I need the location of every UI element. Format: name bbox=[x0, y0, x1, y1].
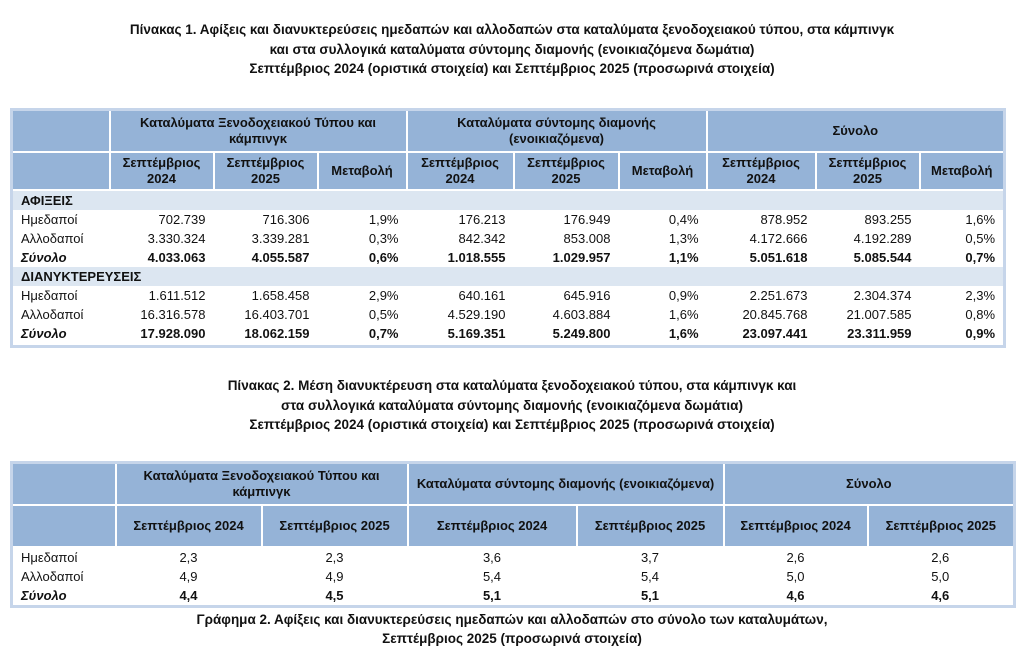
column-header: Σεπτέμβριος 2025 bbox=[514, 152, 619, 190]
average-stay-table bbox=[10, 461, 1016, 608]
cell: 1,1% bbox=[668, 250, 699, 265]
group-header: Σύνολο bbox=[724, 463, 1015, 506]
cell: 878.952 bbox=[760, 212, 808, 227]
column-header: Σεπτέμβριος 2024 bbox=[407, 152, 514, 190]
column-header: Μεταβολή bbox=[318, 152, 407, 190]
table-row bbox=[12, 305, 1005, 324]
column-header: Σεπτέμβριος 2024 bbox=[707, 152, 816, 190]
cell: 2,6 bbox=[931, 550, 950, 565]
section-title: ΔΙΑΝΥΚΤΕΡΕΥΣΕΙΣ bbox=[12, 267, 1005, 286]
column-header: Μεταβολή bbox=[619, 152, 707, 190]
row-label: Σύνολο bbox=[21, 250, 67, 265]
cell: 0,6% bbox=[368, 250, 399, 265]
corner-cell bbox=[12, 152, 110, 190]
cell: 4.172.666 bbox=[749, 231, 808, 246]
cell: 3.339.281 bbox=[251, 231, 310, 246]
cell: 1.611.512 bbox=[148, 288, 206, 303]
section-row-overnights bbox=[12, 267, 1005, 286]
cell: 2,6 bbox=[786, 550, 805, 565]
cell: 716.306 bbox=[262, 212, 310, 227]
corner-cell bbox=[12, 463, 116, 506]
cell: 2,3% bbox=[965, 288, 996, 303]
cell: 5,0 bbox=[786, 569, 805, 584]
cell: 0,3% bbox=[368, 231, 399, 246]
section-title: ΑΦΙΞΕΙΣ bbox=[12, 190, 1005, 210]
cell: 4.529.190 bbox=[447, 307, 506, 322]
cell: 5.051.618 bbox=[749, 250, 808, 265]
cell: 702.739 bbox=[158, 212, 206, 227]
cell: 1.029.957 bbox=[552, 250, 611, 265]
cell: 4,6 bbox=[786, 588, 805, 603]
table2-caption bbox=[0, 376, 1024, 435]
column-header: Σεπτέμβριος 2025 bbox=[262, 505, 408, 547]
cell: 20.845.768 bbox=[742, 307, 808, 322]
row-label: Αλλοδαποί bbox=[21, 569, 84, 584]
column-header: Σεπτέμβριος 2025 bbox=[214, 152, 318, 190]
cell: 2.304.374 bbox=[853, 288, 912, 303]
table-row-total bbox=[12, 324, 1005, 347]
cell: 1,3% bbox=[668, 231, 699, 246]
cell: 0,9% bbox=[668, 288, 699, 303]
cell: 640.161 bbox=[458, 288, 506, 303]
table-row bbox=[12, 286, 1005, 305]
cell: 0,5% bbox=[368, 307, 399, 322]
table2-caption-line: στα συλλογικά καταλύματα σύντομης διαμονής (ενοικιαζόμενα δωμάτια) bbox=[281, 397, 743, 413]
cell: 3,7 bbox=[640, 550, 660, 565]
table-row bbox=[12, 210, 1005, 229]
cell: 0,7% bbox=[368, 326, 399, 341]
table1-caption-line: Σεπτέμβριος 2024 (οριστικά στοιχεία) και Σεπτέμβριος 2025 (προσωρινά στοιχεία) bbox=[249, 61, 775, 76]
cell: 3.330.324 bbox=[147, 231, 206, 246]
row-label: Αλλοδαποί bbox=[21, 307, 84, 322]
cell: 1.018.555 bbox=[447, 250, 506, 265]
cell: 1,6% bbox=[965, 212, 996, 227]
cell: 23.097.441 bbox=[742, 326, 808, 341]
cell: 5,1 bbox=[640, 588, 660, 603]
row-label: Αλλοδαποί bbox=[21, 231, 84, 246]
table2-caption-line: Πίνακας 2. Μέση διανυκτέρευση στα καταλύματα ξενοδοχειακού τύπου, στα κάμπινγκ και bbox=[227, 378, 797, 393]
chart2-caption bbox=[0, 610, 1024, 648]
chart2-caption-line: Σεπτέμβριος 2025 (προσωρινά στοιχεία) bbox=[382, 631, 642, 646]
cell: 4.055.587 bbox=[251, 250, 310, 265]
cell: 2.251.673 bbox=[749, 288, 808, 303]
table-row-total bbox=[12, 586, 1015, 607]
row-label: Ημεδαποί bbox=[21, 288, 78, 303]
group-header: Καταλύματα Ξενοδοχειακού Τύπου και κάμπινγκ bbox=[110, 110, 407, 153]
cell: 1,6% bbox=[668, 307, 699, 322]
arrivals-overnights-table bbox=[10, 108, 1006, 348]
table-row bbox=[12, 567, 1015, 586]
cell: 0,7% bbox=[965, 250, 996, 265]
cell: 2,3 bbox=[179, 550, 198, 565]
cell: 5,0 bbox=[931, 569, 950, 584]
cell: 17.928.090 bbox=[140, 326, 206, 341]
table-row-total bbox=[12, 248, 1005, 267]
cell: 2,3 bbox=[325, 550, 344, 565]
cell: 4,4 bbox=[179, 588, 198, 603]
cell: 1,6% bbox=[668, 326, 699, 341]
cell: 0,4% bbox=[668, 212, 699, 227]
cell: 853.008 bbox=[563, 231, 611, 246]
column-header: Σεπτέμβριος 2025 bbox=[816, 152, 920, 190]
cell: 176.949 bbox=[563, 212, 611, 227]
column-header: Σεπτέμβριος 2024 bbox=[116, 505, 262, 547]
cell: 5.249.800 bbox=[552, 326, 611, 341]
column-header: Μεταβολή bbox=[920, 152, 1005, 190]
corner-cell bbox=[12, 505, 116, 547]
row-label: Ημεδαποί bbox=[21, 550, 78, 565]
cell: 16.316.578 bbox=[140, 307, 206, 322]
cell: 645.916 bbox=[563, 288, 611, 303]
cell: 0,8% bbox=[965, 307, 996, 322]
column-header: Σεπτέμβριος 2024 bbox=[408, 505, 577, 547]
cell: 176.213 bbox=[458, 212, 506, 227]
cell: 842.342 bbox=[458, 231, 506, 246]
cell: 4,9 bbox=[325, 569, 344, 584]
table-row bbox=[12, 229, 1005, 248]
column-header: Σεπτέμβριος 2024 bbox=[110, 152, 214, 190]
table-row bbox=[12, 547, 1015, 567]
cell: 3,6 bbox=[482, 550, 502, 565]
chart2-caption-line: Γράφημα 2. Αφίξεις και διανυκτερεύσεις ημεδαπών και αλλοδαπών στο σύνολο των καταλυμάτων, bbox=[196, 612, 828, 627]
column-header: Σεπτέμβριος 2025 bbox=[868, 505, 1015, 547]
row-label: Ημεδαποί bbox=[21, 212, 78, 227]
cell: 4,6 bbox=[931, 588, 950, 603]
cell: 4.192.289 bbox=[853, 231, 912, 246]
corner-cell bbox=[12, 110, 110, 153]
cell: 4,9 bbox=[179, 569, 198, 584]
cell: 16.403.701 bbox=[244, 307, 310, 322]
section-row-arrivals bbox=[12, 190, 1005, 210]
cell: 4,5 bbox=[325, 588, 344, 603]
table2-caption-line: Σεπτέμβριος 2024 (οριστικά στοιχεία) και Σεπτέμβριος 2025 (προσωρινά στοιχεία) bbox=[249, 417, 775, 432]
cell: 1,9% bbox=[368, 212, 399, 227]
cell: 18.062.159 bbox=[244, 326, 310, 341]
table1-caption-line: και στα συλλογικά καταλύματα σύντομης διαμονής (ενοικιαζόμενα δωμάτια) bbox=[269, 41, 755, 57]
cell: 5,1 bbox=[482, 588, 502, 603]
cell: 4.603.884 bbox=[552, 307, 611, 322]
cell: 0,9% bbox=[965, 326, 996, 341]
group-header: Καταλύματα σύντομης διαμονής (ενοικιαζόμενα) bbox=[407, 110, 707, 153]
table1-caption bbox=[0, 20, 1024, 79]
cell: 23.311.959 bbox=[847, 326, 912, 341]
cell: 5.085.544 bbox=[853, 250, 912, 265]
row-label: Σύνολο bbox=[21, 588, 67, 603]
group-header: Σύνολο bbox=[707, 110, 1005, 153]
table1-caption-line: Πίνακας 1. Αφίξεις και διανυκτερεύσεις ημεδαπών και αλλοδαπών στα καταλύματα ξενοδοχειακού τύπου, στα κάμπινγκ bbox=[129, 22, 895, 37]
column-header: Σεπτέμβριος 2025 bbox=[577, 505, 724, 547]
cell: 5,4 bbox=[640, 569, 660, 584]
cell: 21.007.585 bbox=[846, 307, 912, 322]
column-header: Σεπτέμβριος 2024 bbox=[724, 505, 868, 547]
cell: 1.658.458 bbox=[251, 288, 310, 303]
group-header: Καταλύματα σύντομης διαμονής (ενοικιαζόμενα) bbox=[408, 463, 724, 506]
cell: 0,5% bbox=[965, 231, 996, 246]
cell: 5,4 bbox=[482, 569, 502, 584]
cell: 893.255 bbox=[864, 212, 912, 227]
cell: 5.169.351 bbox=[447, 326, 506, 341]
row-label: Σύνολο bbox=[21, 326, 67, 341]
cell: 4.033.063 bbox=[147, 250, 206, 265]
cell: 2,9% bbox=[368, 288, 399, 303]
group-header: Καταλύματα Ξενοδοχειακού Τύπου και κάμπινγκ bbox=[116, 463, 408, 506]
